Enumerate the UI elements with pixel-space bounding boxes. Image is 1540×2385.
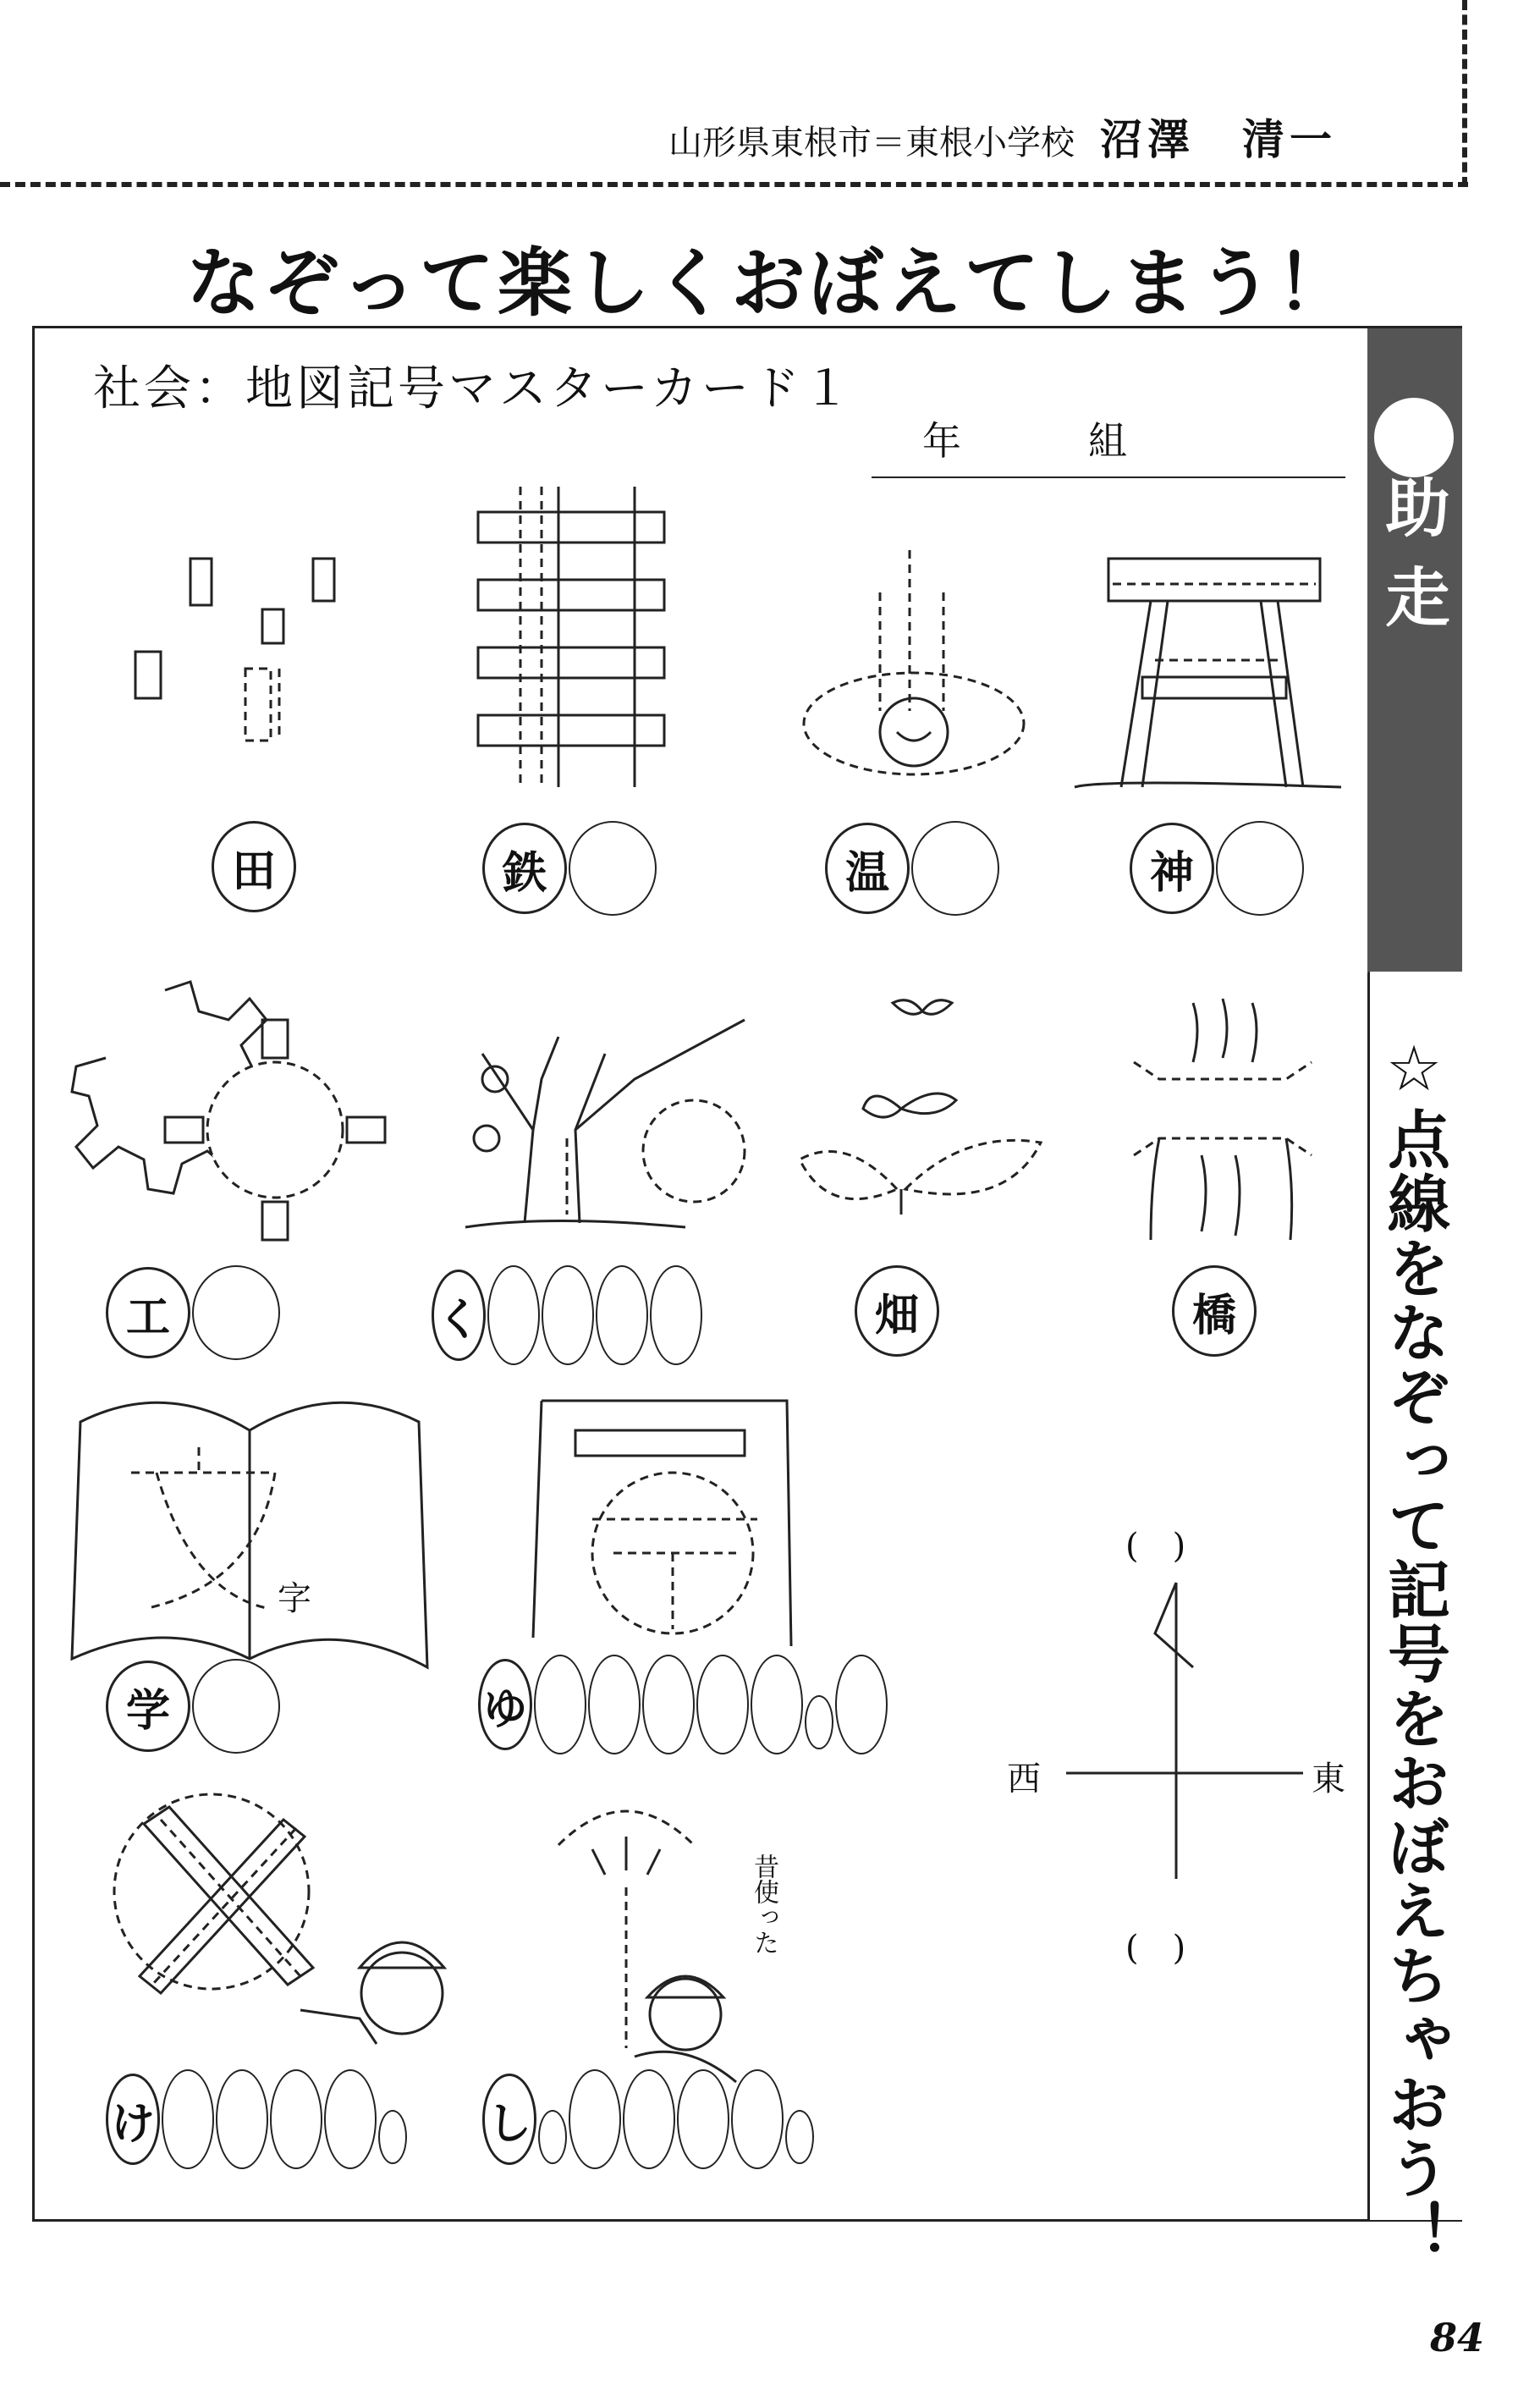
symbol-shi: し — [482, 2074, 536, 2165]
answer-blank[interactable] — [677, 2069, 729, 2169]
mukashi-label: 昔使った — [749, 1853, 778, 1955]
answer-gaku — [106, 1659, 280, 1754]
symbol-shin: 神 — [1130, 823, 1214, 914]
answer-ta — [212, 821, 296, 912]
symbol-ke: け — [106, 2074, 160, 2165]
answer-blank-small[interactable] — [538, 2110, 567, 2164]
shrine-gate-illustration — [1070, 550, 1341, 796]
answer-blank-small[interactable] — [785, 2110, 814, 2164]
school-book-illustration — [72, 1396, 427, 1676]
answer-blank[interactable] — [650, 1265, 702, 1365]
symbol-yu: ゆ — [478, 1659, 532, 1750]
header-right-dashed-rule — [1462, 0, 1467, 187]
answer-blank[interactable] — [569, 821, 657, 916]
symbol-ta: 田 — [212, 821, 296, 912]
police-box-illustration — [106, 1790, 478, 2061]
answer-blank-small[interactable] — [378, 2110, 407, 2164]
symbol-gaku: 学 — [106, 1661, 190, 1752]
answer-blank[interactable] — [1216, 821, 1304, 916]
answer-hata — [855, 1265, 939, 1357]
compass-top-paren: ( ) — [1125, 1527, 1186, 1566]
answer-blank[interactable] — [623, 2069, 675, 2169]
answer-blank[interactable] — [216, 2069, 268, 2169]
answer-blank[interactable] — [569, 2069, 621, 2169]
card-title: 社会：地図記号マスターカード１ — [93, 361, 854, 416]
answer-blank[interactable] — [192, 1659, 280, 1754]
answer-blank[interactable] — [487, 1265, 540, 1365]
ji-label: 字 — [278, 1579, 311, 1618]
answer-blank[interactable] — [696, 1655, 749, 1754]
page-number: 84 — [1430, 2315, 1485, 2360]
class-label: 組 — [1088, 418, 1127, 464]
side-instruction: ☆点線をなぞって記号をおぼえちゃおう！ — [1378, 1033, 1450, 2265]
compass-bottom-paren: ( ) — [1125, 1929, 1186, 1968]
symbol-on: 温 — [825, 823, 910, 914]
answer-tetsu — [482, 821, 657, 916]
answer-on — [825, 821, 999, 916]
compass-east: 東 — [1312, 1760, 1345, 1798]
side-title: 助走 — [1375, 474, 1450, 653]
symbol-tetsu: 鉄 — [482, 823, 567, 914]
answer-ke — [106, 2069, 407, 2169]
answer-blank[interactable] — [534, 1655, 586, 1754]
answer-blank[interactable] — [731, 2069, 784, 2169]
answer-blank[interactable] — [192, 1265, 280, 1360]
compass-cross-illustration — [1015, 1583, 1354, 1887]
answer-blank[interactable] — [596, 1265, 648, 1365]
bullet-dot-icon — [1374, 398, 1454, 477]
rice-field-illustration — [110, 542, 355, 796]
answer-blank[interactable] — [542, 1265, 594, 1365]
answer-blank[interactable] — [270, 2069, 322, 2169]
school-name: 山形県東根市＝東根小学校 — [668, 124, 1075, 162]
answer-yu — [478, 1655, 888, 1754]
post-office-illustration — [533, 1401, 804, 1655]
orchard-tree-illustration — [465, 986, 787, 1240]
field-sprout-illustration — [795, 999, 1049, 1236]
author-name: 沼澤 清一 — [1100, 115, 1337, 164]
answer-ku — [432, 1265, 702, 1365]
header-dashed-rule — [0, 182, 1468, 187]
factory-gear-illustration — [72, 973, 402, 1261]
author-line — [668, 106, 1430, 167]
answer-shin — [1130, 821, 1304, 916]
headline: なぞって楽しくおぼえてしまう！ — [185, 240, 1354, 327]
answer-blank[interactable] — [642, 1655, 695, 1754]
answer-blank[interactable] — [324, 2069, 377, 2169]
bridge-illustration — [1125, 994, 1320, 1248]
answer-blank[interactable] — [911, 821, 999, 916]
grade-label: 年 — [922, 418, 961, 464]
answer-blank[interactable] — [751, 1655, 803, 1754]
symbol-hashi: 橋 — [1172, 1265, 1257, 1357]
compass-west: 西 — [1007, 1760, 1041, 1798]
hot-spring-illustration — [795, 542, 1032, 796]
side-bar-diagonal — [1367, 846, 1462, 973]
railway-illustration — [470, 487, 673, 791]
symbol-ku: く — [432, 1270, 486, 1361]
answer-shi — [482, 2069, 814, 2169]
answer-blank[interactable] — [588, 1655, 641, 1754]
answer-hashi — [1172, 1265, 1257, 1357]
answer-blank[interactable] — [835, 1655, 888, 1754]
answer-kou — [106, 1265, 280, 1360]
grade-class-field[interactable] — [872, 410, 1345, 478]
answer-blank[interactable] — [162, 2069, 214, 2169]
answer-blank-small[interactable] — [805, 1695, 833, 1749]
symbol-hata: 畑 — [855, 1265, 939, 1357]
symbol-kou: 工 — [106, 1267, 190, 1358]
